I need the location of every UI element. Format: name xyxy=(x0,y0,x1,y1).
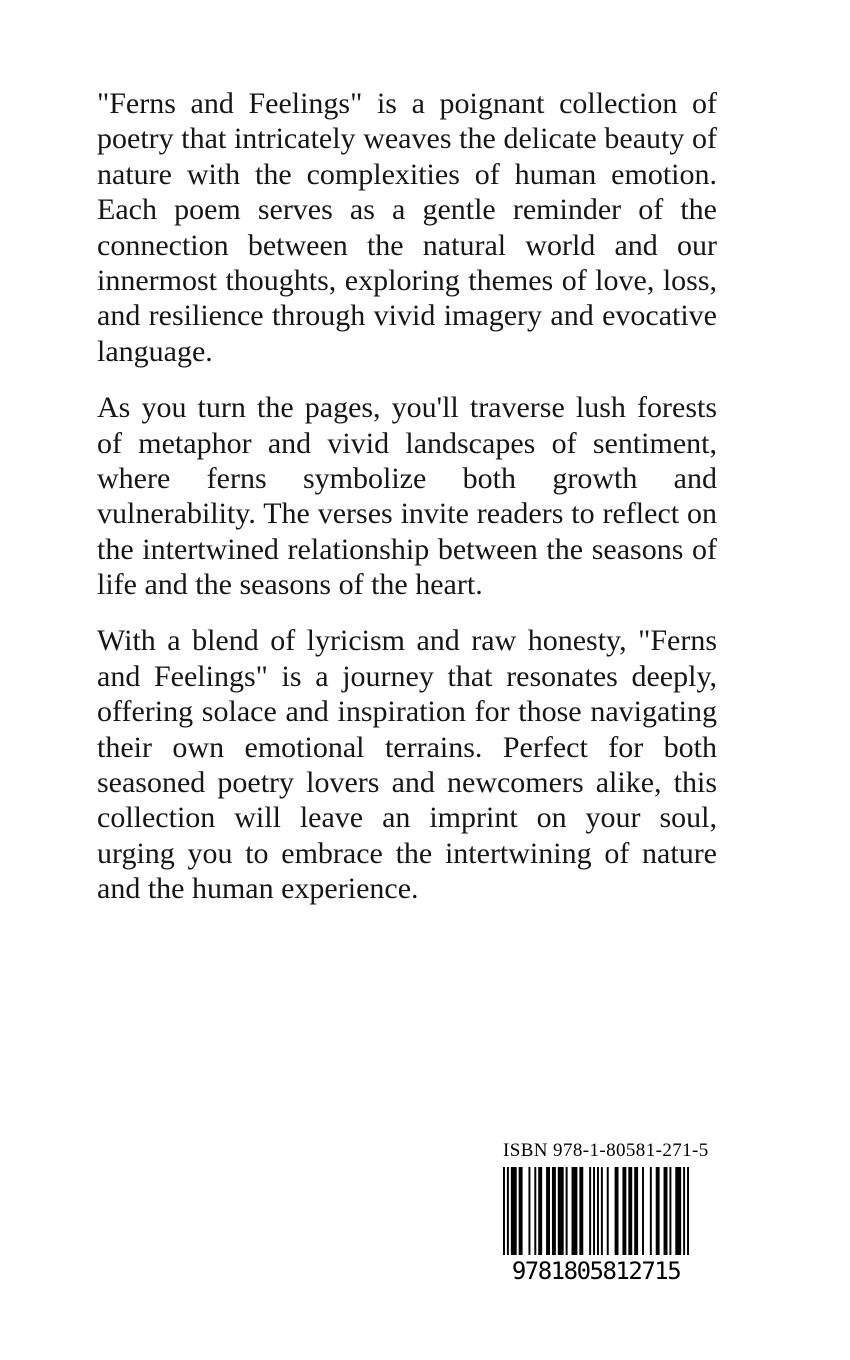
blurb-paragraph-2: As you turn the pages, you'll traverse lush forests of metaphor and vivid landscapes of sentiment, where ferns symbolize both growth and vulnerability. The verses invite readers to reflect on the intertwined relationship between the seasons of life and the seasons of the heart. xyxy=(97,391,717,602)
ean13-barcode xyxy=(503,1167,689,1255)
book-blurb xyxy=(97,86,717,928)
blurb-paragraph-1: "Ferns and Feelings" is a poignant collection of poetry that intricately weaves the delicate beauty of nature with the complexities of human emotion. Each poem serves as a gentle reminder of the connection between the natural world and our innermost thoughts, exploring themes of love, loss, and resilience through vivid imagery and evocative language. xyxy=(97,87,717,368)
blurb-paragraph-3: With a blend of lyricism and raw honesty, "Ferns and Feelings" is a journey that resonates deeply, offering solace and inspiration for those navigating their own emotional terrains. Perfect for both seasoned poetry lovers and newcomers alike, this collection will leave an imprint on your soul, urging you to embrace the intertwining of nature and the human experience. xyxy=(97,624,717,906)
isbn-label: ISBN 978-1-80581-271-5 xyxy=(503,1140,709,1161)
barcode-digits: 9781805812715 xyxy=(511,1257,681,1285)
isbn-barcode-section xyxy=(503,1140,709,1285)
